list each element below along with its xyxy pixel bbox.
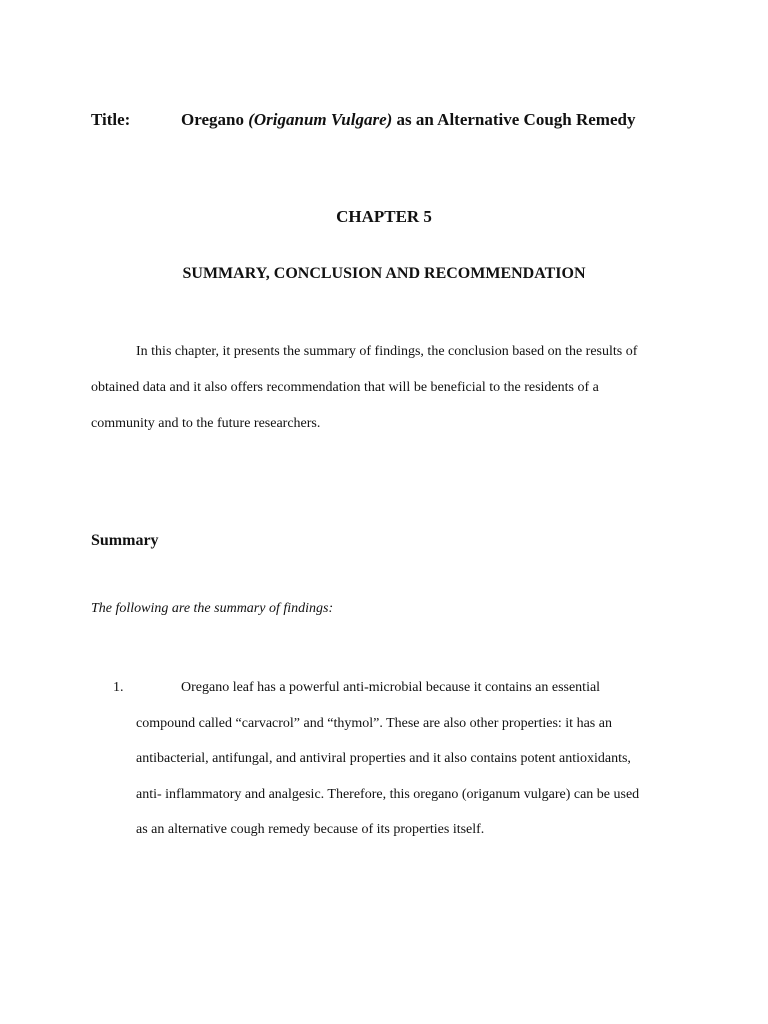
title-text bbox=[181, 110, 635, 129]
intro-line: obtained data and it also offers recommendation that will be beneficial to the residents of a bbox=[91, 380, 599, 395]
chapter-heading: CHAPTER 5 bbox=[336, 207, 432, 226]
list-item-line: anti- inflammatory and analgesic. Therefore, this oregano (origanum vulgare) can be used bbox=[136, 786, 640, 802]
list-item-line: as an alternative cough remedy because of its properties itself. bbox=[136, 822, 485, 837]
title-prefix: Oregano bbox=[181, 110, 249, 129]
intro-paragraph bbox=[91, 334, 691, 442]
summary-heading: Summary bbox=[91, 532, 159, 549]
intro-line: In this chapter, it presents the summary of findings, the conclusion based on the results of bbox=[136, 344, 638, 359]
list-item-line: antibacterial, antifungal, and antiviral properties and it also contains potent antioxidants, bbox=[136, 751, 631, 766]
list-item-line: Oregano leaf has a powerful anti-microbial because it contains an essential bbox=[181, 680, 601, 695]
list-number: 1. bbox=[113, 680, 124, 695]
title-suffix: as an Alternative Cough Remedy bbox=[392, 110, 636, 129]
chapter-title: SUMMARY, CONCLUSION AND RECOMMENDATION bbox=[182, 265, 586, 282]
list-item-body bbox=[136, 670, 696, 848]
list-item-line: compound called “carvacrol” and “thymol”. These are also other properties: it has an bbox=[136, 715, 612, 731]
title-label: Title: bbox=[91, 110, 131, 129]
document-title bbox=[91, 110, 635, 130]
findings-intro: The following are the summary of findings: bbox=[91, 601, 334, 616]
title-scientific-name: (Origanum Vulgare) bbox=[248, 110, 393, 129]
intro-line: community and to the future researchers. bbox=[91, 416, 321, 431]
